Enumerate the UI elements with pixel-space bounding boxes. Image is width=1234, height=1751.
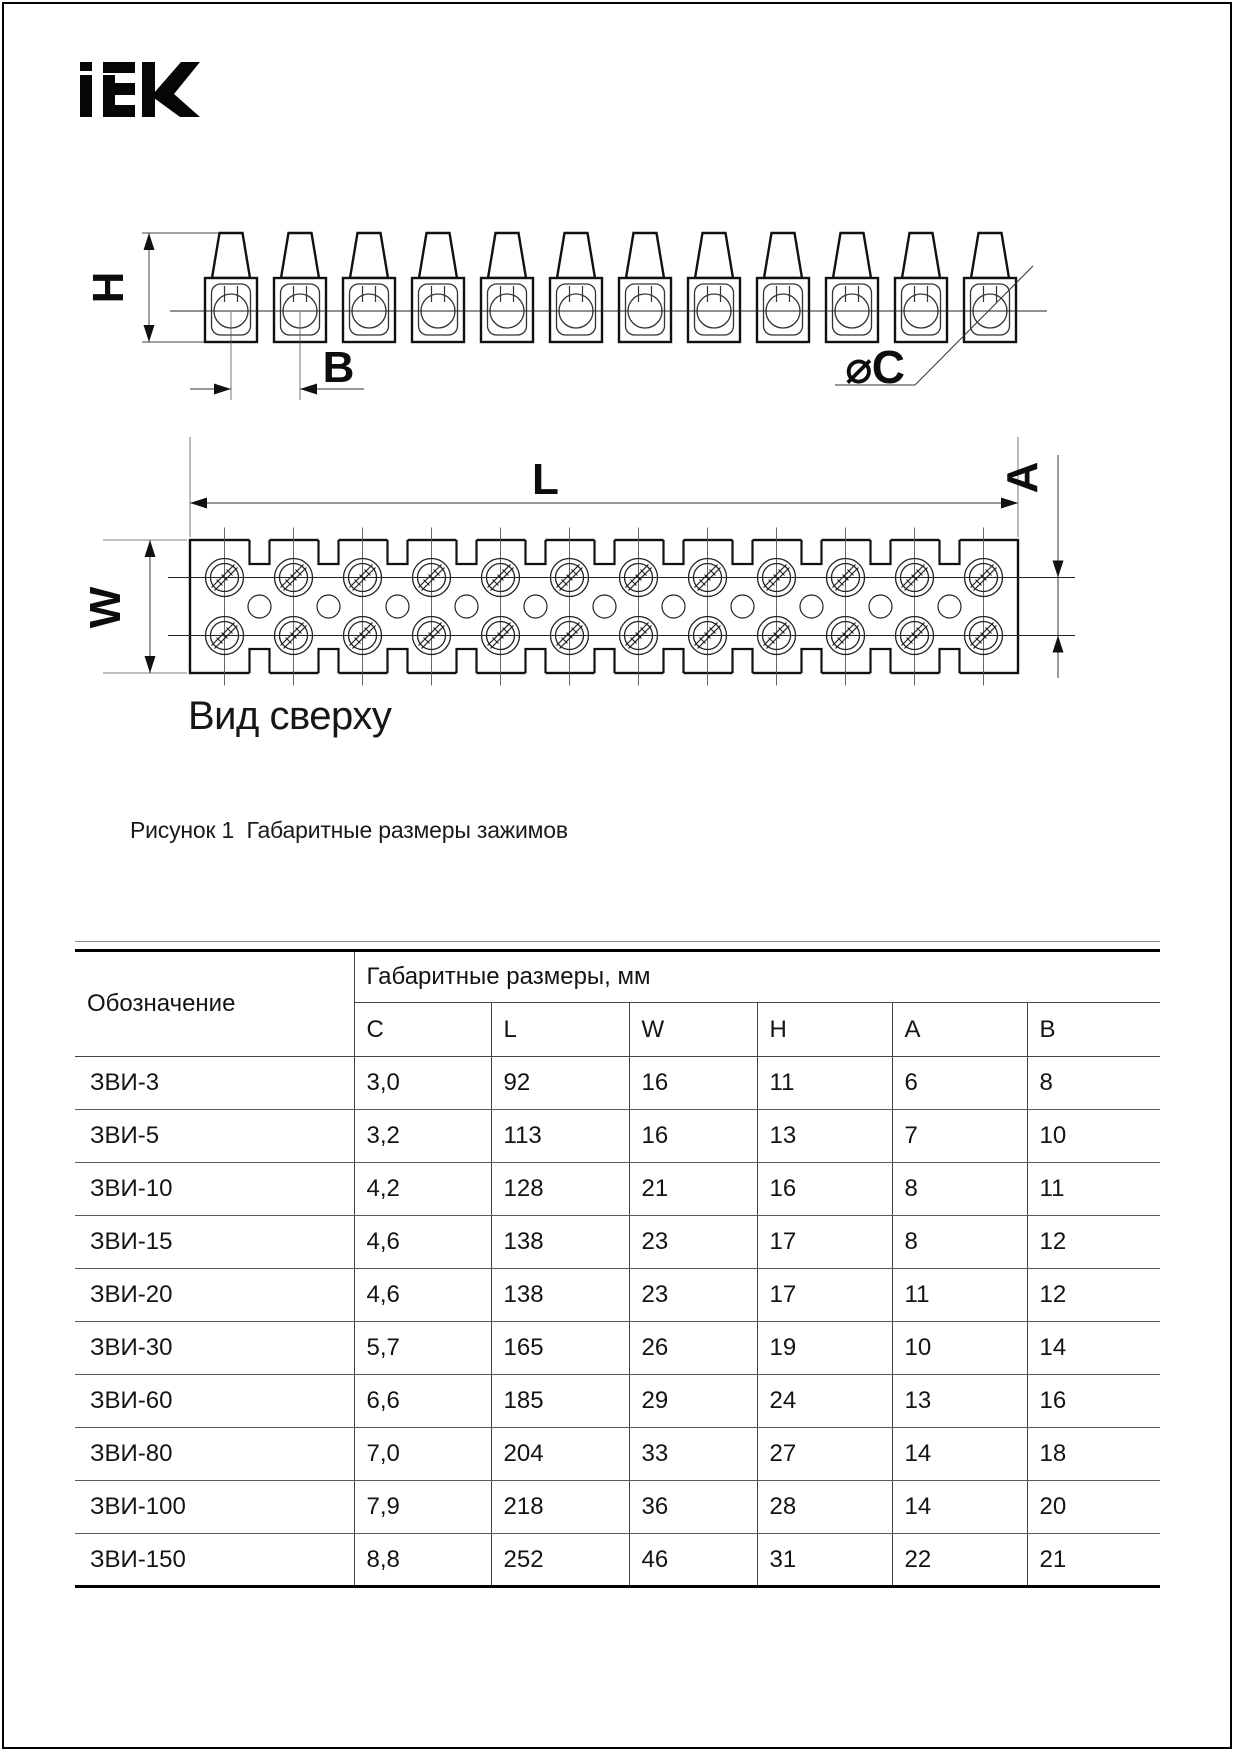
- cell-c: 4,6: [354, 1216, 491, 1269]
- table-row: [75, 1163, 1160, 1216]
- cell-h: 17: [757, 1216, 892, 1269]
- cell-designation: ЗВИ-80: [75, 1428, 354, 1481]
- cell-designation: ЗВИ-60: [75, 1375, 354, 1428]
- dimension-label-h: H: [84, 272, 133, 304]
- cell-w: 16: [629, 1057, 757, 1110]
- header-col-h: H: [757, 1003, 892, 1057]
- cell-b: 8: [1027, 1057, 1160, 1110]
- table-row: [75, 1428, 1160, 1481]
- table-row: [75, 1269, 1160, 1322]
- cell-l: 128: [491, 1163, 629, 1216]
- cell-b: 14: [1027, 1322, 1160, 1375]
- cell-h: 11: [757, 1057, 892, 1110]
- dimension-label-a: A: [998, 462, 1047, 494]
- cell-c: 4,2: [354, 1163, 491, 1216]
- header-designation: Обозначение: [75, 951, 354, 1057]
- cell-l: 204: [491, 1428, 629, 1481]
- cell-a: 10: [892, 1322, 1027, 1375]
- cell-c: 3,0: [354, 1057, 491, 1110]
- cell-h: 31: [757, 1534, 892, 1587]
- table-row: [75, 1534, 1160, 1587]
- cell-a: 22: [892, 1534, 1027, 1587]
- dimensions-table-container: [75, 941, 1160, 1588]
- dimension-label-w: W: [81, 587, 130, 629]
- cell-designation: ЗВИ-5: [75, 1110, 354, 1163]
- cell-w: 36: [629, 1481, 757, 1534]
- cell-h: 27: [757, 1428, 892, 1481]
- cell-b: 18: [1027, 1428, 1160, 1481]
- cell-c: 5,7: [354, 1322, 491, 1375]
- cell-w: 23: [629, 1216, 757, 1269]
- cell-a: 11: [892, 1269, 1027, 1322]
- cell-a: 14: [892, 1481, 1027, 1534]
- table-top-rule: [75, 941, 1160, 942]
- header-col-b: B: [1027, 1003, 1160, 1057]
- cell-l: 165: [491, 1322, 629, 1375]
- table-row: [75, 1375, 1160, 1428]
- top-view-drawing: [81, 437, 1075, 686]
- header-col-w: W: [629, 1003, 757, 1057]
- dimension-label-b: B: [322, 343, 354, 392]
- side-view-terminal-cells: [205, 233, 1016, 342]
- cell-c: 7,9: [354, 1481, 491, 1534]
- cell-b: 21: [1027, 1534, 1160, 1587]
- cell-w: 29: [629, 1375, 757, 1428]
- figure-caption: Рисунок 1 Габаритные размеры зажимов: [130, 817, 568, 843]
- cell-b: 12: [1027, 1216, 1160, 1269]
- cell-b: 10: [1027, 1110, 1160, 1163]
- cell-designation: ЗВИ-150: [90, 1545, 186, 1573]
- table-header-row-1: [75, 951, 1160, 1003]
- top-view-caption: Вид сверху: [188, 694, 392, 738]
- header-dimensions-span: Габаритные размеры, мм: [354, 951, 1160, 1003]
- cell-w: 26: [629, 1322, 757, 1375]
- table-row: [75, 1216, 1160, 1269]
- cell-a: 6: [892, 1057, 1027, 1110]
- side-view-drawing: [84, 233, 1047, 400]
- header-col-c: C: [354, 1003, 491, 1057]
- cell-b: 12: [1027, 1269, 1160, 1322]
- cell-c: 6,6: [354, 1375, 491, 1428]
- cell-designation: ЗВИ-10: [75, 1163, 354, 1216]
- cell-designation: ЗВИ-15: [75, 1216, 354, 1269]
- cell-w: 33: [629, 1428, 757, 1481]
- cell-l: 138: [491, 1216, 629, 1269]
- cell-a: 13: [892, 1375, 1027, 1428]
- cell-c: 4,6: [354, 1269, 491, 1322]
- cell-h: 24: [757, 1375, 892, 1428]
- cell-h: 16: [757, 1163, 892, 1216]
- cell-b: 20: [1027, 1481, 1160, 1534]
- cell-b: 11: [1027, 1163, 1160, 1216]
- cell-designation: ЗВИ-20: [75, 1269, 354, 1322]
- header-col-l: L: [491, 1003, 629, 1057]
- cell-a: 14: [892, 1428, 1027, 1481]
- cell-w: 16: [629, 1110, 757, 1163]
- cell-w: 46: [629, 1534, 757, 1587]
- cell-c: 8,8: [354, 1534, 491, 1587]
- table-row: [75, 1481, 1160, 1534]
- cell-h: 28: [757, 1481, 892, 1534]
- dimensions-table: [75, 949, 1160, 1588]
- cell-a: 7: [892, 1110, 1027, 1163]
- table-row: [75, 1110, 1160, 1163]
- cell-c: 3,2: [354, 1110, 491, 1163]
- cell-designation: ЗВИ-100: [75, 1481, 354, 1534]
- cell-l: 218: [491, 1481, 629, 1534]
- cell-a: 8: [892, 1163, 1027, 1216]
- cell-a: 8: [892, 1216, 1027, 1269]
- cell-l: 138: [491, 1269, 629, 1322]
- cell-c: 7,0: [354, 1428, 491, 1481]
- cell-b: 16: [1027, 1375, 1160, 1428]
- cell-l: 113: [491, 1110, 629, 1163]
- table-row: [75, 1057, 1160, 1110]
- cell-h: 19: [757, 1322, 892, 1375]
- cell-w: 21: [629, 1163, 757, 1216]
- cell-designation: ЗВИ-3: [75, 1057, 354, 1110]
- cell-l: 92: [491, 1057, 629, 1110]
- cell-l: 185: [491, 1375, 629, 1428]
- cell-h: 13: [757, 1110, 892, 1163]
- header-col-a: A: [892, 1003, 1027, 1057]
- cell-w: 23: [629, 1269, 757, 1322]
- table-row: [75, 1322, 1160, 1375]
- cell-l: 252: [491, 1534, 629, 1587]
- dimension-label-l: L: [532, 455, 558, 504]
- dimension-label-c: ⌀C: [845, 341, 904, 393]
- cell-h: 17: [757, 1269, 892, 1322]
- cell-designation: ЗВИ-30: [75, 1322, 354, 1375]
